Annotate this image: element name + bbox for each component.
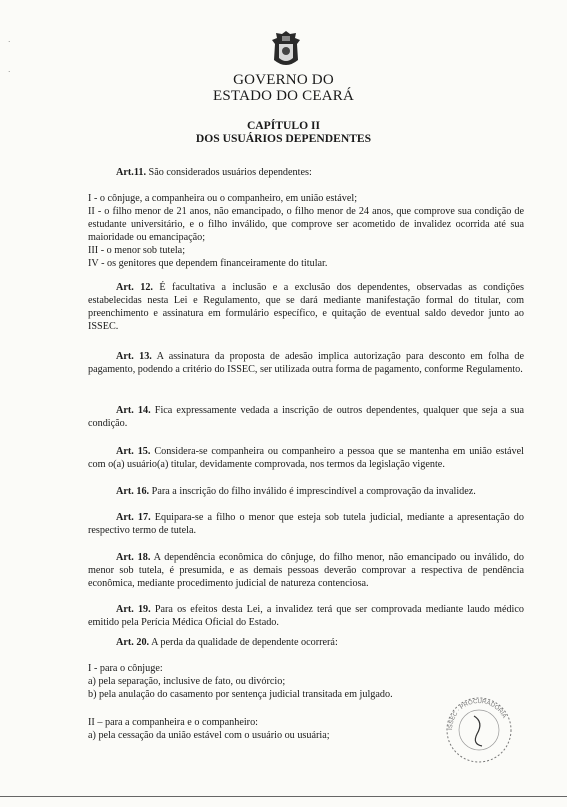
- article-text: São considerados usuários dependentes:: [146, 167, 312, 178]
- article-19: [88, 603, 524, 629]
- article-label: Art. 18.: [116, 552, 151, 563]
- article-label: Art. 16.: [116, 486, 150, 497]
- margin-mark: ·: [8, 68, 11, 76]
- article-text: É facultativa a inclusão e a exclusão dos dependentes, observadas as condições estabelecidas nesta Lei e Regulamento, que se dará mediante manifestação formal do titular, com preenchimento e assinatura em formulário específico, e quitação de eventual saldo devedor junto ao ISSEC.: [88, 282, 524, 332]
- article-16: [88, 485, 524, 498]
- list-item: IV - os genitores que dependem financeiramente do titular.: [88, 258, 328, 269]
- list-item: II - o filho menor de 21 anos, não emancipado, o filho menor de 24 anos, que comprove sua condição de estudante universitário, e o filho inválido, que comprove ser acometido de invalidez ocorrida até sua maioridade ou emancipação;: [88, 206, 524, 243]
- page-bottom-edge: [0, 796, 567, 797]
- article-text: A assinatura da proposta de adesão implica autorização para desconto em folha de pagamento, podendo a critério do ISSEC, ser utilizada outra forma de pagamento, conforme Regulamento.: [88, 351, 524, 375]
- article-label: Art. 15.: [116, 446, 151, 457]
- chapter-number: CAPÍTULO II: [246, 119, 321, 132]
- article-label: Art. 17.: [116, 512, 151, 523]
- article-18: [88, 551, 524, 590]
- article-20: [88, 636, 524, 649]
- article-text: Considera-se companheira ou companheiro a pessoa que se mantenha em união estável com o(a) usuário(a) titular, devidamente comprovada, nos termos da legislação vigente.: [88, 446, 524, 470]
- list-item: III - o menor sob tutela;: [88, 245, 186, 256]
- article-label: Art. 12.: [116, 282, 153, 293]
- article-label: Art. 20.: [116, 637, 150, 648]
- government-title-line1: GOVERNO DO: [233, 72, 334, 88]
- article-label: Art.11.: [116, 167, 146, 178]
- article-label: Art. 19.: [116, 604, 151, 615]
- article-text: A dependência econômica do cônjuge, do filho menor, não emancipado ou inválido, do menor sob tutela, é presumida, e as demais pessoas deverão comprovar a respectiva de pendência econômica, mediante procedimento judicial de natureza contenciosa.: [88, 552, 524, 589]
- article-text: Equipara-se a filho o menor que esteja sob tutela judicial, mediante a apresentação do respectivo termo de tutela.: [88, 512, 524, 536]
- article-15: [88, 445, 524, 471]
- list-item: I - o cônjuge, a companheira ou o companheiro, em união estável;: [88, 193, 358, 204]
- article-text: Fica expressamente vedada a inscrição de outros dependentes, qualquer que seja a sua condição.: [88, 405, 524, 429]
- svg-text:ISSEC · PROCURADORIA: [448, 699, 507, 730]
- article-17: [88, 511, 524, 537]
- margin-mark: ·: [8, 38, 11, 46]
- state-coat-of-arms-icon: [270, 30, 302, 68]
- article-11: [88, 166, 524, 179]
- article-text: Para a inscrição do filho inválido é imprescindível a comprovação da invalidez.: [149, 486, 476, 497]
- article-label: Art. 13.: [116, 351, 152, 362]
- list-item: a) pela cessação da união estável com o usuário ou usuária;: [88, 730, 330, 741]
- section-title: II – para a companheira e o companheiro:: [88, 717, 258, 728]
- list-item: a) pela separação, inclusive de fato, ou divórcio;: [88, 676, 286, 687]
- government-title-line2: ESTADO DO CEARÁ: [213, 88, 354, 104]
- chapter-title: DOS USUÁRIOS DEPENDENTES: [195, 132, 372, 145]
- article-11-items: [88, 192, 524, 270]
- article-text: Para os efeitos desta Lei, a invalidez terá que ser comprovada mediante laudo médico emitido pela Perícia Médica Oficial do Estado.: [88, 604, 525, 628]
- office-stamp-icon: [444, 694, 514, 766]
- article-text: A perda da qualidade de dependente ocorrerá:: [149, 637, 338, 648]
- article-label: Art. 14.: [116, 405, 151, 416]
- stamp-lettering: ISSEC · PROCURADORIA: [447, 698, 507, 731]
- article-13: [88, 350, 524, 376]
- list-item: b) pela anulação do casamento por sentença judicial transitada em julgado.: [88, 689, 393, 700]
- article-12: [88, 281, 524, 333]
- article-14: [88, 404, 524, 430]
- section-title: I - para o cônjuge:: [88, 663, 163, 674]
